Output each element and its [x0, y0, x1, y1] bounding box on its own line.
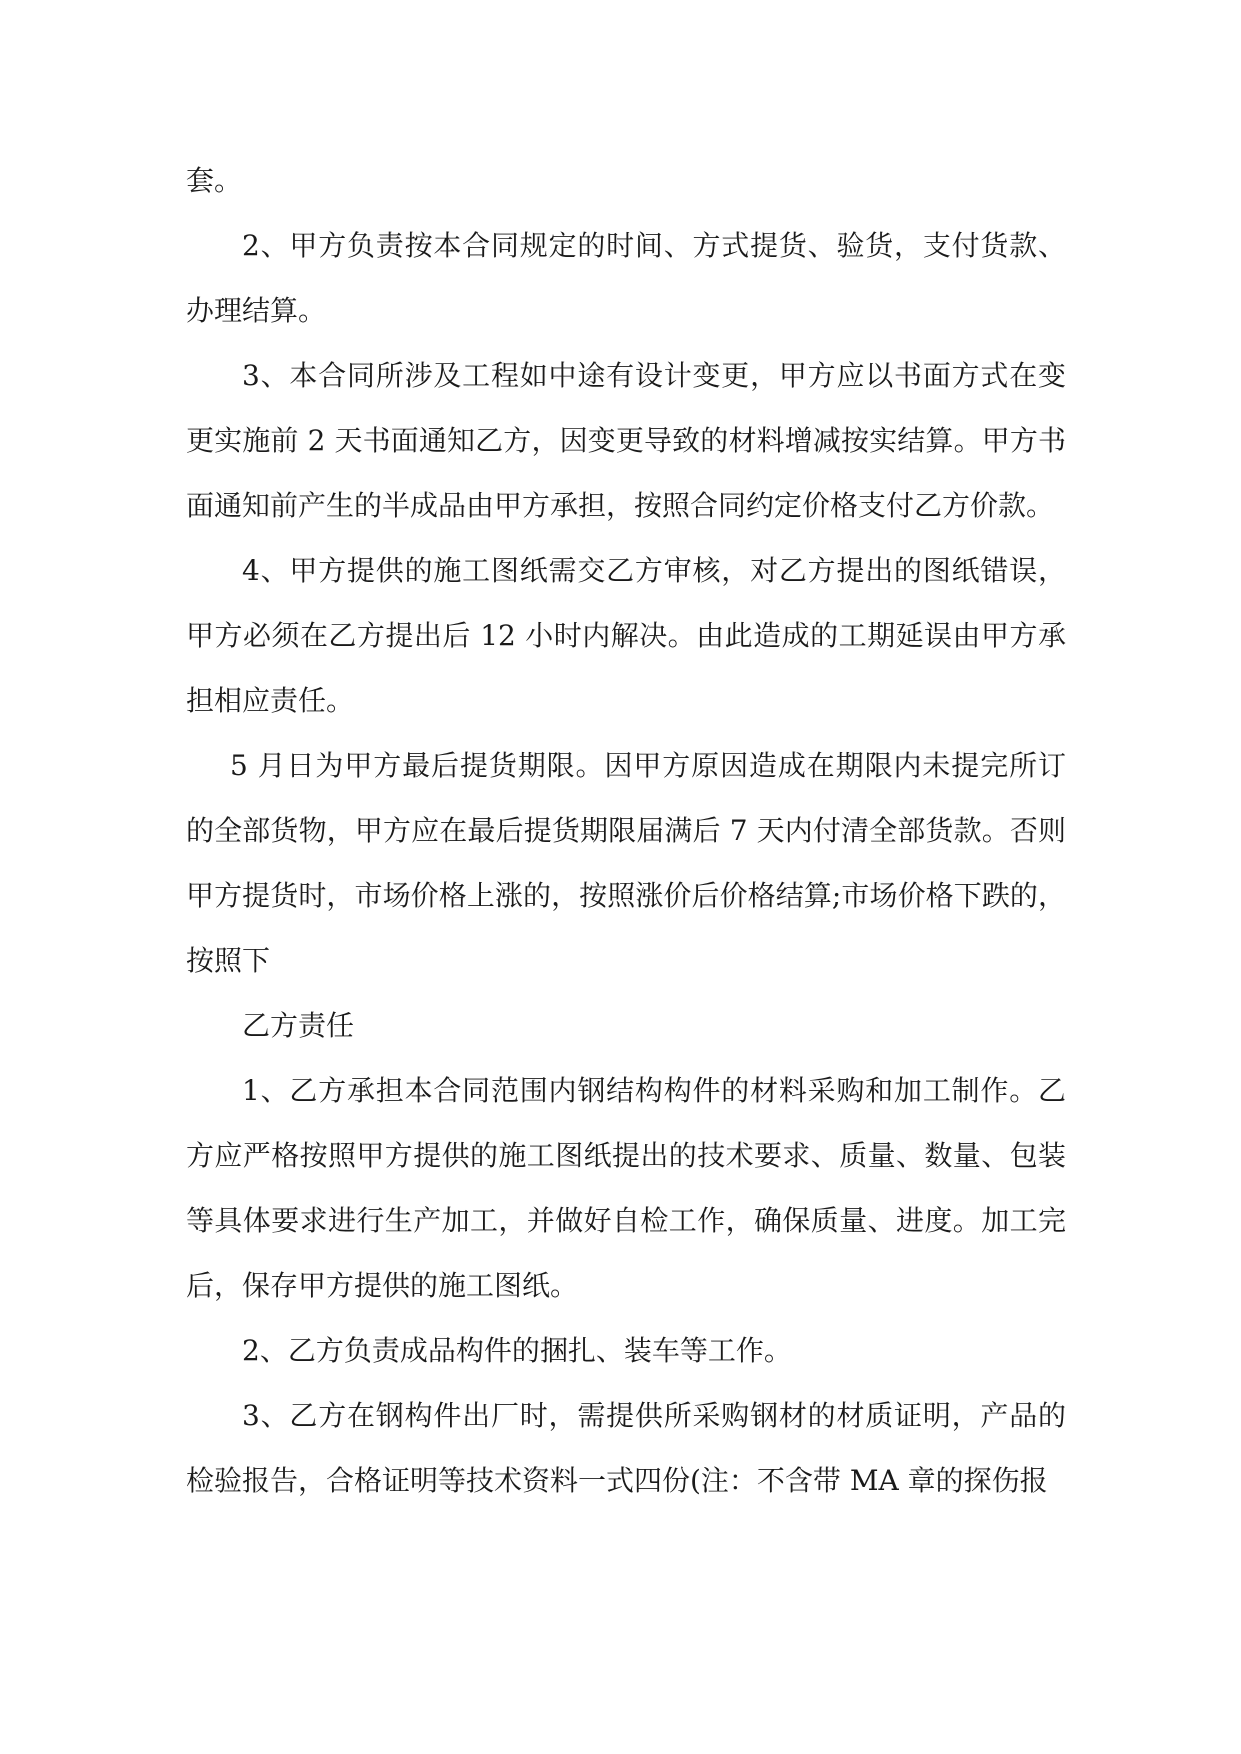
paragraph-party-a-clause-3: 3、本合同所涉及工程如中途有设计变更，甲方应以书面方式在变更实施前 2 天书面通知乙方，因变更导致的材料增减按实结算。甲方书面通知前产生的半成品由甲方承担，按照合同约定价格支付乙方价款。: [186, 359, 1066, 522]
paragraph-party-a-clause-2: 2、甲方负责按本合同规定的时间、方式提货、验货，支付货款、办理结算。: [186, 229, 1066, 327]
paragraph-party-b-clause-3: 3、乙方在钢构件出厂时，需提供所采购钢材的材质证明，产品的检验报告，合格证明等技术资料一式四份(注：不含带 MA 章的探伤报: [186, 1399, 1066, 1497]
paragraph-party-b-clause-2: 2、乙方负责成品构件的捆扎、装车等工作。: [242, 1334, 792, 1367]
document-body: [186, 148, 1066, 1513]
paragraph-continuation: 套。: [186, 164, 243, 197]
paragraph-delivery-deadline: 5 月日为甲方最后提货期限。因甲方原因造成在期限内未提完所订的全部货物，甲方应在最后提货期限届满后 7 天内付清全部货款。否则甲方提货时，市场价格上涨的，按照涨价后价格结算;市场价格下跌的，按照下: [186, 749, 1066, 977]
paragraph-party-a-clause-4: 4、甲方提供的施工图纸需交乙方审核，对乙方提出的图纸错误，甲方必须在乙方提出后 12 小时内解决。由此造成的工期延误由甲方承担相应责任。: [186, 554, 1066, 717]
paragraph-party-b-clause-1: 1、乙方承担本合同范围内钢结构构件的材料采购和加工制作。乙方应严格按照甲方提供的施工图纸提出的技术要求、质量、数量、包装等具体要求进行生产加工，并做好自检工作，确保质量、进度。加工完后，保存甲方提供的施工图纸。: [186, 1074, 1066, 1302]
section-heading-party-b-responsibility: 乙方责任: [242, 1009, 355, 1042]
